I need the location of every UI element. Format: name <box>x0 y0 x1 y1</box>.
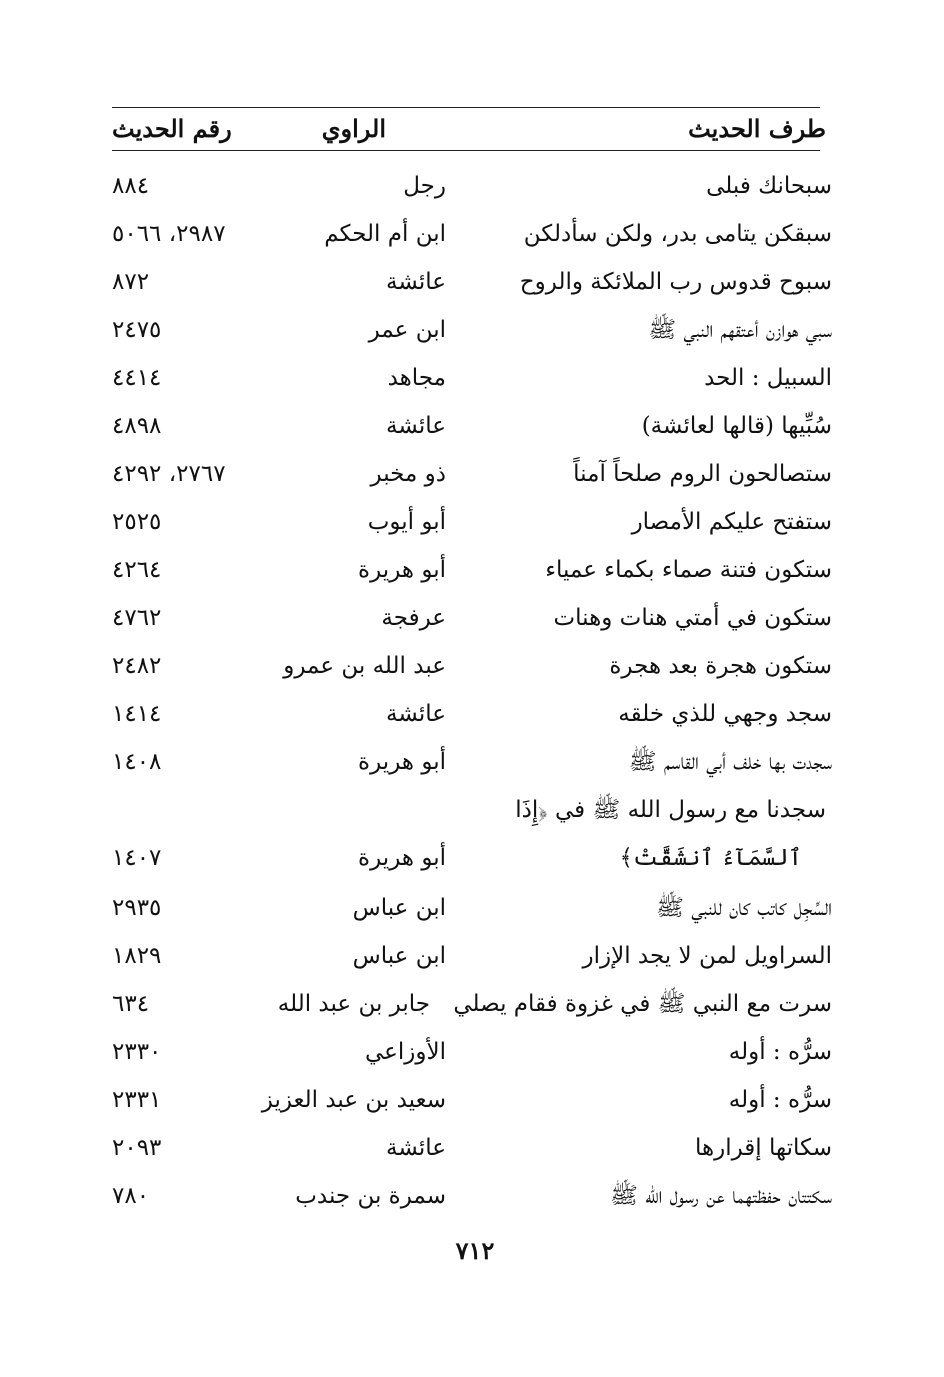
table-row <box>112 259 832 305</box>
table-row <box>112 1173 832 1219</box>
table-row <box>112 163 832 209</box>
table-row <box>112 499 832 545</box>
narrator-name: أبو هريرة <box>358 557 446 583</box>
narrator-name: عبد الله بن عمرو <box>283 653 446 679</box>
table-row <box>112 787 832 833</box>
table-row <box>112 451 832 497</box>
hadith-number: ٢٠٩٣ <box>112 1135 162 1161</box>
hadith-number: ٤٧٦٢ <box>112 605 162 631</box>
header-hadith: طرف الحديث <box>688 114 826 143</box>
narrator-name: ابن أم الحكم <box>324 221 446 247</box>
table-row <box>112 355 832 401</box>
narrator-name: أبو هريرة <box>358 749 446 775</box>
hadith-text: ستصالحون الروم صلحاً آمناً <box>573 461 832 487</box>
hadith-number: ٢٣٣٠ <box>112 1039 162 1065</box>
hadith-number: ٢٩٨٧، ٥٠٦٦ <box>112 221 226 247</box>
table-row <box>112 403 832 449</box>
header-narrator: الراوي <box>321 114 386 143</box>
hadith-text: ستكون هجرة بعد هجرة <box>609 653 832 679</box>
narrator-name: ابن عباس <box>352 895 446 921</box>
narrator-name: أبو أيوب <box>367 509 446 535</box>
hadith-text: سبحانك فبلى <box>706 173 832 199</box>
hadith-number: ٢٤٨٢ <box>112 653 162 679</box>
hadith-number: ٢٩٣٥ <box>112 895 162 921</box>
narrator-name: أبو هريرة <box>358 845 446 871</box>
narrator-name: جابر بن عبد الله <box>277 991 430 1017</box>
hadith-text: سبوح قدوس رب الملائكة والروح <box>519 269 832 295</box>
narrator-name: عائشة <box>386 269 446 295</box>
table-row <box>112 211 832 257</box>
hadith-text: ستفتح عليكم الأمصار <box>631 509 832 535</box>
narrator-name: رجل <box>403 173 446 199</box>
narrator-name: عائشة <box>386 1135 446 1161</box>
hadith-text: سكتتان حفظتهما عن رسول الله ﷺ <box>610 1183 832 1209</box>
hadith-number: ٢٧٦٧، ٤٢٩٢ <box>112 461 226 487</box>
hadith-number: ١٤٠٨ <box>112 749 162 775</box>
hadith-text: سجد وجهي للذي خلقه <box>618 701 832 727</box>
hadith-number: ١٤١٤ <box>112 701 162 727</box>
hadith-number: ٦٣٤ <box>112 991 150 1017</box>
hadith-text: السبيل : الحد <box>704 365 832 391</box>
hadith-text: سبي هوازن أعتقهم النبي ﷺ <box>648 317 832 343</box>
hadith-number: ٢٤٧٥ <box>112 317 162 343</box>
hadith-text: سبقكن يتامى بدر، ولكن سأدلكن <box>523 221 832 247</box>
narrator-name: مجاهد <box>387 365 446 391</box>
table-row <box>112 547 832 593</box>
hadith-text: سُبِّيها (قالها لعائشة) <box>641 413 832 439</box>
hadith-text: سرُّه : أوله <box>728 1039 832 1065</box>
hadith-text: السِّجِل كاتب كان للنبي ﷺ <box>656 895 832 921</box>
table-row <box>112 739 832 785</box>
narrator-name: عائشة <box>386 701 446 727</box>
hadith-number: ٤٤١٤ <box>112 365 162 391</box>
hadith-number: ٨٨٤ <box>112 173 150 199</box>
table-row <box>112 1125 832 1171</box>
hadith-text: سكاتها إقرارها <box>694 1135 832 1161</box>
hadith-text: ستكون فتنة صماء بكماء عمياء <box>545 557 832 583</box>
narrator-name: الأوزاعي <box>364 1039 446 1065</box>
hadith-text: سجدنا مع رسول الله ﷺ في ﴿إِذَا <box>515 797 826 823</box>
hadith-text: ستكون في أمتي هنات وهنات <box>553 605 832 631</box>
hadith-number: ١٤٠٧ <box>112 845 162 871</box>
header-number: رقم الحديث <box>112 114 232 143</box>
hadith-number: ١٨٢٩ <box>112 943 162 969</box>
page-number: ٧١٢ <box>455 1236 495 1265</box>
table-row <box>112 981 832 1027</box>
hadith-number: ٨٧٢ <box>112 269 150 295</box>
header-bottom-rule <box>112 150 820 151</box>
hadith-number: ٤٨٩٨ <box>112 413 162 439</box>
narrator-name: سمرة بن جندب <box>295 1183 446 1209</box>
table-row <box>112 885 832 931</box>
hadith-text: سرُّه : أوله <box>728 1087 832 1113</box>
table-row <box>112 307 832 353</box>
hadith-text: سجدت بها خلف أبي القاسم ﷺ <box>628 749 832 775</box>
table-row <box>112 1029 832 1075</box>
hadith-number: ٧٨٠ <box>112 1183 150 1209</box>
hadith-text: ٱلسَّمَآءُ ٱنشَقَّتْ﴾ <box>619 845 802 871</box>
narrator-name: ابن عباس <box>352 943 446 969</box>
hadith-number: ٢٣٣١ <box>112 1087 162 1113</box>
table-header <box>112 108 826 150</box>
table-row <box>112 933 832 979</box>
narrator-name: عرفجة <box>381 605 446 631</box>
table-row <box>112 595 832 641</box>
narrator-name: عائشة <box>386 413 446 439</box>
narrator-name: ابن عمر <box>368 317 446 343</box>
table-row <box>112 691 832 737</box>
hadith-number: ٤٢٦٤ <box>112 557 162 583</box>
narrator-name: ذو مخبر <box>370 461 446 487</box>
narrator-name: سعيد بن عبد العزيز <box>261 1087 446 1113</box>
table-row <box>112 835 832 881</box>
table-row <box>112 1077 832 1123</box>
hadith-text: السراويل لمن لا يجد الإزار <box>582 943 832 969</box>
hadith-number: ٢٥٢٥ <box>112 509 162 535</box>
table-row <box>112 643 832 689</box>
hadith-text: سرت مع النبي ﷺ في غزوة فقام يصلي <box>453 991 832 1017</box>
